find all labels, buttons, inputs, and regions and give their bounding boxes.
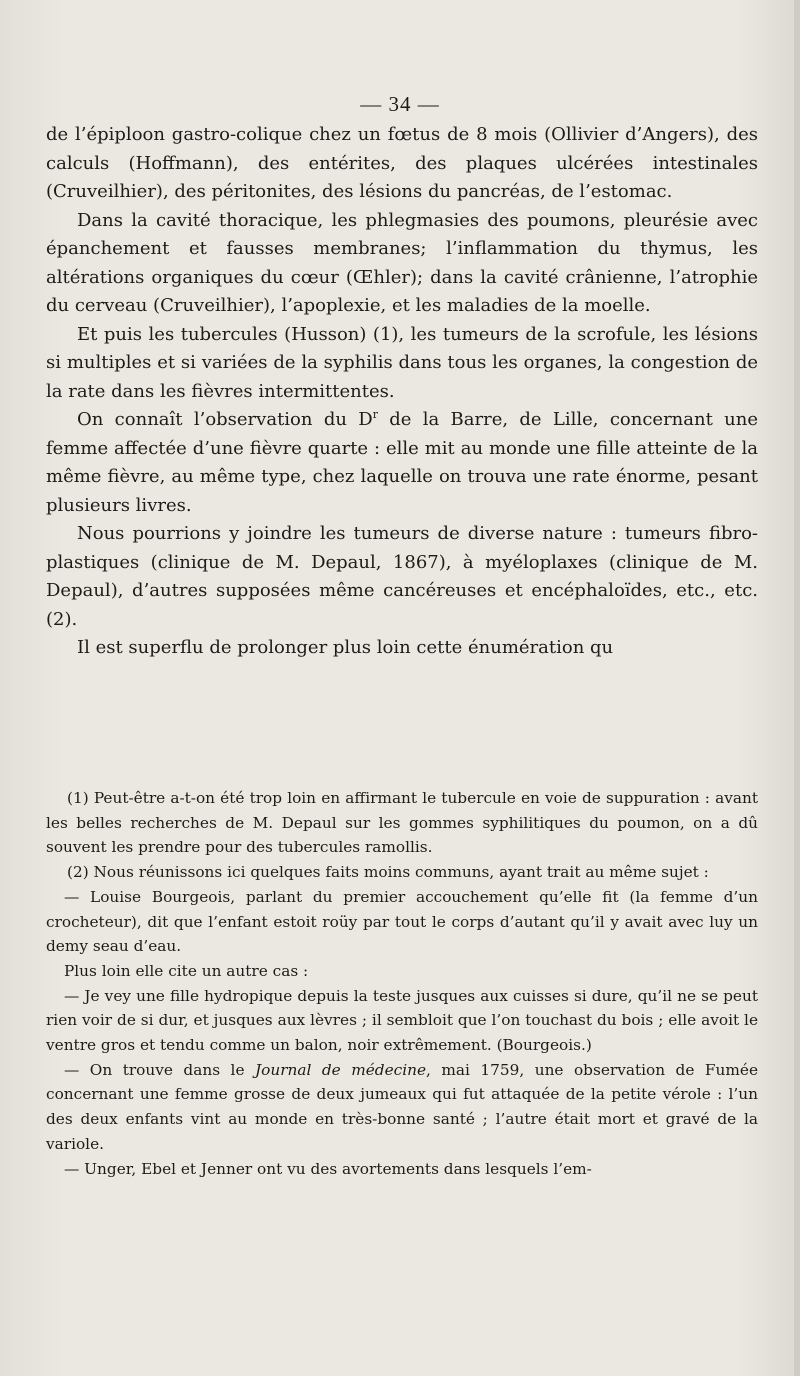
footnote-2: (2) Nous réunissons ici quelques faits moins communs, ayant trait au même sujet : — [67, 863, 709, 882]
footnote-bourgeois-2: — Je vey une fille hydropique depuis la teste jusques aux cuisses si dure, qu’il ne se peut rien voir de si dur, et jusques aux lèvres ; il sembloit que l’on touchast du bois ; elle avoit le ventre gros et tendu comme un balon, noir extrêmement. (Bourgeois.) — [46, 986, 758, 1055]
main-text — [46, 121, 758, 663]
paragraph-abdominal-lesions: de l’épiploon gastro-colique chez un fœtus de 8 mois (Ollivier d’Angers), des calculs (Hoffmann), des entérites, des plaques ulcérées intestinales (Cruveilhier), des péritonites, des lésions du pancréas, de l’estomac. — [46, 124, 758, 202]
paragraph-thoracic-lesions: Dans la cavité thoracique, les phlegmasies des poumons, pleurésie avec épanchement et fausses membranes; l’inflammation du thymus, les altérations organiques du cœur (Œhler); dans la cavité crânienne, l’atrophie du cerveau (Cruveilhier), l’apoplexie, et les maladies de la moelle. — [46, 209, 758, 316]
scan-edge — [794, 0, 800, 1376]
footnote-1: (1) Peut-être a-t-on été trop loin en affirmant le tubercule en voie de suppuration : avant les belles recherches de M. Depaul sur les gommes syphilitiques du poumon, on a dû souvent les prendre pour des tubercules ramollis. — [46, 789, 758, 857]
paragraph-conclusion: Il est superflu de prolonger plus loin cette énumération qu — [77, 637, 614, 658]
footnote-unger: — Unger, Ebel et Jenner ont vu des avortements dans lesquels l’em- — [64, 1159, 592, 1178]
footnote-bourgeois-1: — Louise Bourgeois, parlant du premier accouchement qu’elle fit (la femme d’un crocheteur), dit que l’enfant estoit roüy par tout le corps d’autant qu’il y avait avec luy un demy seau d’eau. — [46, 887, 758, 956]
footnote-journal: — On trouve dans le Journal de médecine, mai 1759, une observation de Fumée concernant une femme grosse de deux jumeaux qui fut attaquée de la petite vérole : l’un des deux enfants vint au monde en très-bonne santé ; l’autre était mort et gravé de la variole. — [46, 1060, 758, 1153]
paragraph-tumors: Nous pourrions y joindre les tumeurs de diverse nature : tumeurs fibro-plastiques (clinique de M. Depaul, 1867), à myéloplaxes (clinique de M. Depaul), d’autres supposées même cancéreuses et encéphaloïdes, etc., etc. (2). — [46, 523, 758, 630]
footnotes — [46, 786, 758, 1181]
footnote-bourgeois-intro: Plus loin elle cite un autre cas : — [64, 961, 309, 980]
page-number: — 34 — — [360, 92, 440, 116]
paragraph-observation: On connaît l’observation du $D^r$ de la Barre, de Lille, concernant une femme affectée d’une fièvre quarte : elle mit au monde une fille atteinte de la même fièvre, au même type, chez laquelle on trouva une rate énorme, pesant plusieurs livres. — [46, 408, 758, 516]
paragraph-tubercles: Et puis les tubercules (Husson) (1), les tumeurs de la scrofule, les lésions si multiples et si variées de la syphilis dans tous les organes, la congestion de la rate dans les fièvres intermittentes. — [46, 323, 758, 402]
